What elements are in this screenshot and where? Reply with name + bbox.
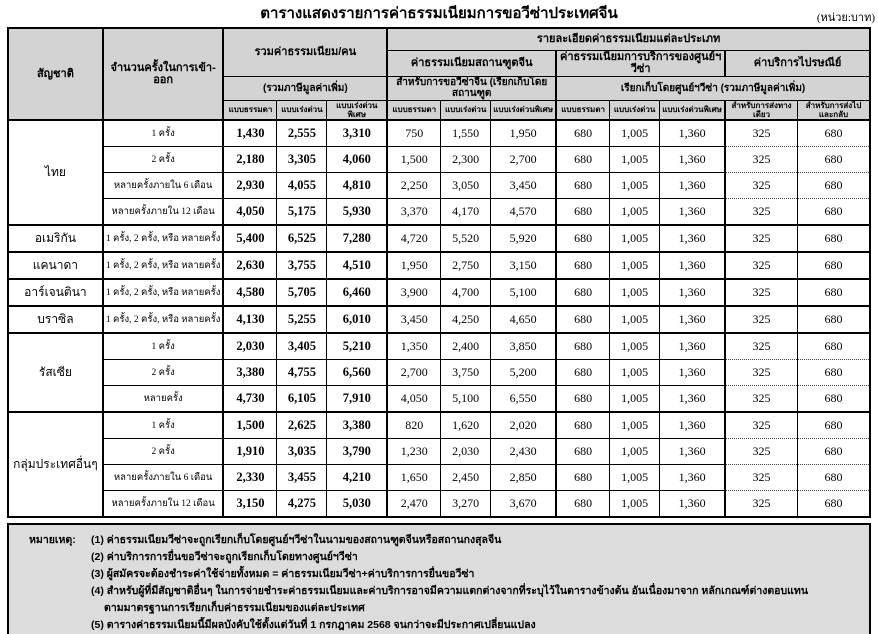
fee-value-cell: 6,550 — [491, 386, 557, 413]
fee-value-cell: 325 — [725, 439, 797, 465]
fee-value-cell: 7,910 — [327, 386, 387, 413]
table-row — [8, 439, 870, 465]
table-row — [8, 252, 870, 279]
fee-value-cell: 1,360 — [660, 439, 726, 465]
note-line: (4) สำหรับผู้ที่มีสัญชาติอื่นๆ ในการจ่ายชำระค่าธรรมเนียมและค่าบริการอาจมีความแตกต่างจากที่ระบุไว้ในตารางข้างต้น อันเนื่องมาจาก หลักเกณฑ์ต่างตอบแทน — [91, 585, 809, 598]
nationality-cell: บราซิล — [8, 306, 103, 333]
fee-value-cell: 325 — [725, 465, 797, 491]
fee-value-cell: 680 — [797, 252, 870, 279]
entries-cell: 1 ครั้ง — [103, 333, 224, 360]
col-header-center-express: แบบเร่งด่วน — [610, 100, 660, 120]
col-group-embassy-fee: ค่าธรรมเนียมสถานฑูตจีน — [387, 50, 556, 76]
table-header — [8, 28, 870, 120]
fee-value-cell: 680 — [556, 360, 609, 386]
fee-value-cell: 6,460 — [327, 279, 387, 306]
fee-value-cell: 680 — [556, 279, 609, 306]
col-header-total-normal: แบบธรรมดา — [223, 100, 276, 120]
col-group-total-fee: รวมค่าธรรมเนียม/คน — [223, 28, 387, 76]
fee-value-cell: 1,430 — [223, 120, 276, 147]
fee-value-cell: 1,005 — [610, 386, 660, 413]
fee-value-cell: 5,030 — [327, 491, 387, 518]
col-group-postal-fee: ค่าบริการไปรษณีย์ — [725, 50, 870, 76]
entries-cell: 1 ครั้ง — [103, 412, 224, 439]
fee-value-cell: 5,100 — [491, 279, 557, 306]
fee-value-cell: 2,750 — [441, 252, 491, 279]
fee-value-cell: 5,930 — [327, 199, 387, 226]
fee-value-cell: 680 — [797, 173, 870, 199]
fee-value-cell: 2,180 — [223, 147, 276, 173]
col-header-embassy-normal: แบบธรรมดา — [387, 100, 440, 120]
entries-cell: 1 ครั้ง — [103, 120, 224, 147]
table-row — [8, 491, 870, 518]
fee-value-cell: 2,030 — [223, 333, 276, 360]
fee-value-cell: 325 — [725, 386, 797, 413]
fee-value-cell: 325 — [725, 225, 797, 252]
entries-cell: 2 ครั้ง — [103, 360, 224, 386]
fee-value-cell: 680 — [556, 147, 609, 173]
table-row — [8, 333, 870, 360]
fee-value-cell: 3,150 — [491, 252, 557, 279]
fee-value-cell: 3,380 — [327, 412, 387, 439]
fee-value-cell: 680 — [797, 225, 870, 252]
col-sub-total-vat: (รวมภาษีมูลค่าเพิ่ม) — [223, 76, 387, 100]
fee-value-cell: 1,005 — [610, 279, 660, 306]
table-row — [8, 147, 870, 173]
fee-value-cell: 680 — [556, 412, 609, 439]
entries-cell: หลายครั้งภายใน 6 เดือน — [103, 465, 224, 491]
fee-value-cell: 3,405 — [277, 333, 327, 360]
fee-value-cell: 5,175 — [277, 199, 327, 226]
fee-value-cell: 1,950 — [491, 120, 557, 147]
nationality-cell: ไทย — [8, 120, 103, 225]
fee-value-cell: 5,520 — [441, 225, 491, 252]
fee-value-cell: 1,620 — [441, 412, 491, 439]
fee-value-cell: 4,580 — [223, 279, 276, 306]
fee-value-cell: 3,455 — [277, 465, 327, 491]
fee-value-cell: 3,270 — [441, 491, 491, 518]
fee-value-cell: 6,525 — [277, 225, 327, 252]
fee-value-cell: 680 — [556, 252, 609, 279]
fee-value-cell: 1,360 — [660, 147, 726, 173]
fee-value-cell: 5,200 — [491, 360, 557, 386]
nationality-cell: แคนาดา — [8, 252, 103, 279]
col-header-postal-round-trip: สำหรับการส่งไปและกลับ — [797, 100, 870, 120]
col-header-total-express: แบบเร่งด่วน — [277, 100, 327, 120]
fee-value-cell: 7,280 — [327, 225, 387, 252]
fee-value-cell: 1,005 — [610, 199, 660, 226]
fee-value-cell: 1,910 — [223, 439, 276, 465]
fee-value-cell: 3,150 — [223, 491, 276, 518]
fee-value-cell: 680 — [797, 199, 870, 226]
fee-value-cell: 4,250 — [441, 306, 491, 333]
fee-value-cell: 1,360 — [660, 279, 726, 306]
fee-value-cell: 3,755 — [277, 252, 327, 279]
fee-value-cell: 680 — [556, 491, 609, 518]
fee-value-cell: 325 — [725, 333, 797, 360]
fee-value-cell: 1,550 — [441, 120, 491, 147]
table-row — [8, 360, 870, 386]
fee-value-cell: 680 — [556, 120, 609, 147]
fee-value-cell: 680 — [556, 386, 609, 413]
fee-value-cell: 2,400 — [441, 333, 491, 360]
fee-value-cell: 1,360 — [660, 225, 726, 252]
fee-value-cell: 680 — [797, 439, 870, 465]
fee-value-cell: 1,360 — [660, 412, 726, 439]
fee-value-cell: 1,500 — [387, 147, 440, 173]
fee-value-cell: 2,250 — [387, 173, 440, 199]
fee-value-cell: 3,790 — [327, 439, 387, 465]
fee-value-cell: 2,450 — [441, 465, 491, 491]
fee-value-cell: 3,900 — [387, 279, 440, 306]
fee-value-cell: 1,360 — [660, 386, 726, 413]
table-body — [8, 120, 870, 517]
fee-value-cell: 2,625 — [277, 412, 327, 439]
note-line: (1) ค่าธรรมเนียมวีซ่าจะถูกเรียกเก็บโดยศูนย์ฯวีซ่าในนามของสถานฑูตจีนหรือสถานกงสุลจีน — [91, 534, 502, 547]
fee-value-cell: 3,450 — [387, 306, 440, 333]
fee-value-cell: 3,050 — [441, 173, 491, 199]
fee-value-cell: 680 — [556, 306, 609, 333]
fee-value-cell: 4,055 — [277, 173, 327, 199]
table-row — [8, 306, 870, 333]
fee-value-cell: 4,210 — [327, 465, 387, 491]
fee-value-cell: 1,005 — [610, 333, 660, 360]
entries-cell: 1 ครั้ง, 2 ครั้ง, หรือ หลายครั้ง — [103, 279, 224, 306]
fee-value-cell: 1,500 — [223, 412, 276, 439]
fee-value-cell: 2,930 — [223, 173, 276, 199]
fee-value-cell: 325 — [725, 279, 797, 306]
fee-value-cell: 2,630 — [223, 252, 276, 279]
fee-value-cell: 1,360 — [660, 491, 726, 518]
fee-value-cell: 325 — [725, 199, 797, 226]
fee-value-cell: 2,020 — [491, 412, 557, 439]
col-header-total-super-express: แบบเร่งด่วนพิเศษ — [327, 100, 387, 120]
fee-value-cell: 1,005 — [610, 465, 660, 491]
fee-value-cell: 4,650 — [491, 306, 557, 333]
fee-value-cell: 325 — [725, 173, 797, 199]
title-row — [7, 2, 875, 26]
entries-cell: 2 ครั้ง — [103, 439, 224, 465]
fee-value-cell: 4,720 — [387, 225, 440, 252]
note-line: (3) ผู้สมัครจะต้องชำระค่าใช้จ่ายทั้งหมด = ค่าธรรมเนียมวีซ่า+ค่าบริการการยื่นขอวีซ่า — [91, 568, 475, 581]
fee-value-cell: 1,230 — [387, 439, 440, 465]
fee-value-cell: 5,210 — [327, 333, 387, 360]
fee-value-cell: 1,360 — [660, 252, 726, 279]
fee-value-cell: 1,005 — [610, 439, 660, 465]
fee-value-cell: 325 — [725, 120, 797, 147]
entries-cell: 2 ครั้ง — [103, 147, 224, 173]
fee-value-cell: 680 — [556, 173, 609, 199]
notes-box — [7, 523, 871, 634]
fee-value-cell: 4,700 — [441, 279, 491, 306]
col-header-embassy-super-express: แบบเร่งด่วนพิเศษ — [491, 100, 557, 120]
fee-value-cell: 325 — [725, 491, 797, 518]
col-header-nationality: สัญชาติ — [8, 28, 103, 120]
table-row — [8, 225, 870, 252]
fee-value-cell: 1,005 — [610, 306, 660, 333]
fee-value-cell: 2,850 — [491, 465, 557, 491]
fee-value-cell: 680 — [556, 333, 609, 360]
fee-value-cell: 1,005 — [610, 412, 660, 439]
fee-value-cell: 680 — [797, 491, 870, 518]
col-header-entries: จำนวนครั้งในการเข้า-ออก — [103, 28, 224, 120]
fee-value-cell: 2,555 — [277, 120, 327, 147]
fee-value-cell: 1,360 — [660, 120, 726, 147]
table-row — [8, 279, 870, 306]
fee-value-cell: 2,470 — [387, 491, 440, 518]
fee-value-cell: 1,005 — [610, 120, 660, 147]
fee-value-cell: 325 — [725, 306, 797, 333]
entries-cell: 1 ครั้ง, 2 ครั้ง, หรือ หลายครั้ง — [103, 252, 224, 279]
table-row — [8, 386, 870, 413]
fee-value-cell: 680 — [797, 386, 870, 413]
fee-value-cell: 3,035 — [277, 439, 327, 465]
fee-value-cell: 1,360 — [660, 199, 726, 226]
fee-value-cell: 325 — [725, 412, 797, 439]
note-line: (2) ค่าบริการการยื่นขอวีซ่าจะถูกเรียกเก็บโดยทางศูนย์ฯวีซ่า — [91, 551, 358, 564]
notes-list — [91, 532, 861, 634]
fee-value-cell: 1,005 — [610, 360, 660, 386]
fee-value-cell: 4,275 — [277, 491, 327, 518]
fee-value-cell: 1,005 — [610, 225, 660, 252]
col-header-center-normal: แบบธรรมดา — [556, 100, 609, 120]
fee-value-cell: 2,700 — [387, 360, 440, 386]
fee-value-cell: 680 — [797, 279, 870, 306]
fee-value-cell: 4,510 — [327, 252, 387, 279]
fee-value-cell: 680 — [797, 333, 870, 360]
visa-fee-table — [7, 27, 871, 518]
col-sub-embassy-collect: สำหรับการขอวีซ่าจีน (เรียกเก็บโดยสถานฑูต — [387, 76, 556, 100]
fee-value-cell: 1,950 — [387, 252, 440, 279]
fee-value-cell: 1,005 — [610, 173, 660, 199]
fee-value-cell: 3,850 — [491, 333, 557, 360]
fee-value-cell: 4,755 — [277, 360, 327, 386]
fee-value-cell: 5,400 — [223, 225, 276, 252]
table-row — [8, 412, 870, 439]
fee-value-cell: 680 — [556, 199, 609, 226]
fee-value-cell: 5,705 — [277, 279, 327, 306]
col-sub-center-collect: เรียกเก็บโดยศูนย์ฯวีซ่า (รวมภาษีมูลค่าเพิ่ม) — [556, 76, 870, 100]
fee-value-cell: 680 — [797, 306, 870, 333]
table-row — [8, 173, 870, 199]
table-row — [8, 120, 870, 147]
fee-value-cell: 4,060 — [327, 147, 387, 173]
fee-value-cell: 680 — [797, 147, 870, 173]
fee-value-cell: 325 — [725, 147, 797, 173]
fee-value-cell: 4,810 — [327, 173, 387, 199]
fee-value-cell: 3,305 — [277, 147, 327, 173]
fee-value-cell: 3,670 — [491, 491, 557, 518]
table-row — [8, 199, 870, 226]
fee-value-cell: 680 — [797, 412, 870, 439]
fee-value-cell: 1,360 — [660, 306, 726, 333]
fee-value-cell: 680 — [556, 225, 609, 252]
fee-value-cell: 1,360 — [660, 173, 726, 199]
fee-value-cell: 5,100 — [441, 386, 491, 413]
fee-value-cell: 1,005 — [610, 147, 660, 173]
fee-value-cell: 1,350 — [387, 333, 440, 360]
fee-value-cell: 2,030 — [441, 439, 491, 465]
nationality-cell: อเมริกัน — [8, 225, 103, 252]
fee-value-cell: 680 — [797, 360, 870, 386]
entries-cell: หลายครั้งภายใน 12 เดือน — [103, 199, 224, 226]
col-group-center-fee: ค่าธรรมเนียมการบริการของศูนย์ฯวีซ่า — [556, 50, 725, 76]
fee-value-cell: 3,370 — [387, 199, 440, 226]
note-line: (5) ตารางค่าธรรมเนียมนี้มีผลบังคับใช้ตั้งแต่วันที่ 1 กรกฎาคม 2568 จนกว่าจะมีประกาศเปลี่ยนแปลง — [91, 619, 536, 632]
fee-value-cell: 5,920 — [491, 225, 557, 252]
entries-cell: หลายครั้งภายใน 6 เดือน — [103, 173, 224, 199]
fee-value-cell: 4,570 — [491, 199, 557, 226]
fee-value-cell: 6,010 — [327, 306, 387, 333]
fee-value-cell: 4,050 — [387, 386, 440, 413]
fee-value-cell: 1,650 — [387, 465, 440, 491]
nationality-cell: รัสเซีย — [8, 333, 103, 412]
fee-value-cell: 2,700 — [491, 147, 557, 173]
col-header-postal-one-way: สำหรับการส่งทางเดียว — [725, 100, 797, 120]
fee-value-cell: 5,255 — [277, 306, 327, 333]
fee-value-cell: 1,360 — [660, 360, 726, 386]
fee-value-cell: 2,430 — [491, 439, 557, 465]
fee-value-cell: 1,360 — [660, 333, 726, 360]
fee-value-cell: 2,300 — [441, 147, 491, 173]
fee-value-cell: 4,050 — [223, 199, 276, 226]
fee-value-cell: 1,005 — [610, 491, 660, 518]
col-header-center-super-express: แบบเร่งด่วนพิเศษ — [660, 100, 726, 120]
fee-value-cell: 680 — [797, 120, 870, 147]
fee-value-cell: 3,750 — [441, 360, 491, 386]
fee-value-cell: 1,360 — [660, 465, 726, 491]
fee-value-cell: 3,380 — [223, 360, 276, 386]
fee-value-cell: 1,005 — [610, 252, 660, 279]
fee-value-cell: 325 — [725, 252, 797, 279]
col-header-embassy-express: แบบเร่งด่วน — [441, 100, 491, 120]
document-page — [7, 0, 875, 634]
nationality-cell: อาร์เจนตินา — [8, 279, 103, 306]
fee-value-cell: 750 — [387, 120, 440, 147]
fee-value-cell: 3,310 — [327, 120, 387, 147]
col-group-fee-details: รายละเอียดค่าธรรมเนียมแต่ละประเภท — [387, 28, 870, 50]
fee-value-cell: 6,105 — [277, 386, 327, 413]
entries-cell: 1 ครั้ง, 2 ครั้ง, หรือ หลายครั้ง — [103, 225, 224, 252]
note-line: ตามมาตรฐานการเรียกเก็บค่าธรรมเนียมของแต่ละประเทศ — [104, 602, 365, 615]
entries-cell: หลายครั้งภายใน 12 เดือน — [103, 491, 224, 518]
fee-value-cell: 4,170 — [441, 199, 491, 226]
fee-value-cell: 4,130 — [223, 306, 276, 333]
fee-value-cell: 680 — [797, 465, 870, 491]
entries-cell: 1 ครั้ง, 2 ครั้ง, หรือ หลายครั้ง — [103, 306, 224, 333]
fee-value-cell: 325 — [725, 360, 797, 386]
table-row — [8, 465, 870, 491]
unit-label: (หน่วย:บาท) — [816, 12, 875, 24]
fee-value-cell: 820 — [387, 412, 440, 439]
fee-value-cell: 680 — [556, 465, 609, 491]
entries-cell: หลายครั้ง — [103, 386, 224, 413]
fee-value-cell: 2,330 — [223, 465, 276, 491]
notes-label: หมายเหตุ: — [29, 534, 76, 547]
fee-value-cell: 680 — [556, 439, 609, 465]
fee-value-cell: 3,450 — [491, 173, 557, 199]
nationality-cell: กลุ่มประเทศอื่นๆ — [8, 412, 103, 517]
fee-value-cell: 4,730 — [223, 386, 276, 413]
page-title: ตารางแสดงรายการค่าธรรมเนียมการขอวีซ่าประเทศจีน — [260, 5, 618, 22]
fee-value-cell: 6,560 — [327, 360, 387, 386]
